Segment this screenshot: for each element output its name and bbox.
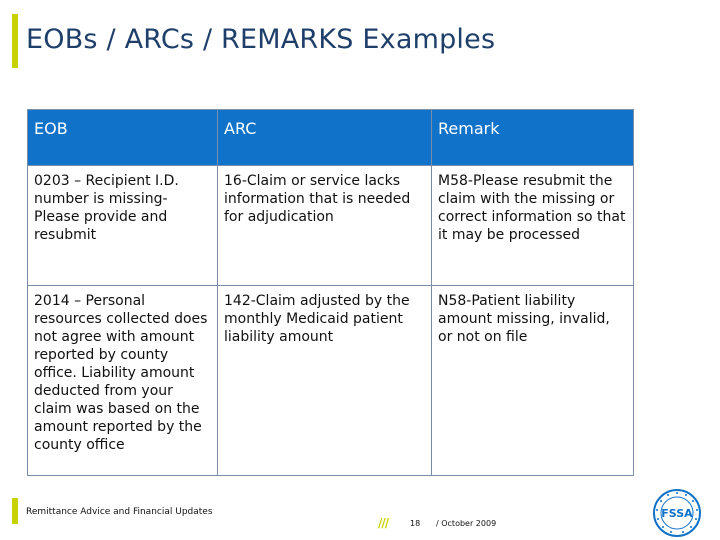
table-header-row [28, 110, 634, 166]
fssa-seal-logo [652, 488, 702, 538]
footer-date: / October 2009 [436, 519, 497, 528]
header-remark: Remark [432, 110, 634, 166]
footer-slash-mark: /// [378, 516, 389, 530]
eob-arc-remark-table [27, 109, 634, 476]
footer-title: Remittance Advice and Financial Updates [26, 507, 213, 517]
cell-eob: 0203 – Recipient I.D. number is missing-Please provide and resubmit [28, 166, 218, 286]
cell-remark: M58-Please resubmit the claim with the missing or correct information so that it may be processed [432, 166, 634, 286]
page-number: 18 [410, 519, 421, 528]
logo-text: FSSA [661, 507, 693, 520]
page-title: EOBs / ARCs / REMARKS Examples [26, 24, 496, 55]
cell-remark: N58-Patient liability amount missing, invalid, or not on file [432, 286, 634, 476]
cell-eob: 2014 – Personal resources collected does not agree with amount reported by county office. Liability amount deducted from your claim was based on the amount reported by the county office [28, 286, 218, 476]
cell-arc: 142-Claim adjusted by the monthly Medicaid patient liability amount [218, 286, 432, 476]
title-accent-bar [12, 14, 18, 68]
table-row [28, 286, 634, 476]
table-row [28, 166, 634, 286]
footer-accent-bar [12, 498, 18, 524]
header-eob: EOB [28, 110, 218, 166]
header-arc: ARC [218, 110, 432, 166]
cell-arc: 16-Claim or service lacks information that is needed for adjudication [218, 166, 432, 286]
